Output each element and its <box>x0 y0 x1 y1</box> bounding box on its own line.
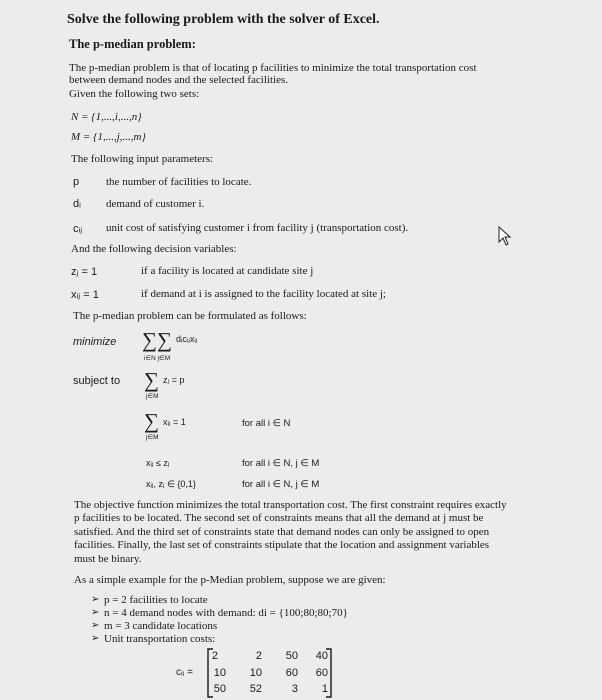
constraint-3: xᵢⱼ ≤ zⱼ <box>146 458 170 468</box>
constraint-2: xᵢⱼ = 1 <box>163 417 186 427</box>
bullet-arrow-icon: ➢ <box>91 633 100 644</box>
constraint-4-condition: for all i ∈ N, j ∈ M <box>242 479 320 490</box>
input-params-heading: The following input parameters: <box>71 153 214 165</box>
matrix-cell: 2 <box>211 650 218 662</box>
constraint-3-condition: for all i ∈ N, j ∈ M <box>242 458 320 469</box>
constraint-1: zⱼ = p <box>163 375 185 385</box>
matrix-cell: 60 <box>285 667 298 679</box>
matrix-cell: 50 <box>213 683 226 695</box>
matrix-cell: 52 <box>249 683 262 695</box>
formulation-heading: The p-median problem can be formulated as follows: <box>73 310 307 322</box>
matrix-cell: 60 <box>315 667 328 679</box>
decision-desc: if demand at i is assigned to the facility located at site j; <box>141 288 386 300</box>
matrix-cell: 10 <box>213 667 226 679</box>
bullet-arrow-icon: ➢ <box>91 607 100 618</box>
section-title: The p-median problem: <box>69 37 196 51</box>
matrix-label: cᵢⱼ = <box>176 667 193 678</box>
set-n: N = {1,...,i,...,n} <box>71 111 142 123</box>
bullet-arrow-icon: ➢ <box>91 620 100 631</box>
param-desc: demand of customer i. <box>106 198 205 210</box>
matrix-cell: 40 <box>315 650 328 662</box>
param-symbol: p <box>73 176 80 188</box>
param-desc: the number of facilities to locate. <box>106 176 252 188</box>
matrix-cell: 3 <box>291 683 298 695</box>
decision-symbol: xᵢⱼ = 1 <box>71 289 99 301</box>
example-bullet: Unit transportation costs: <box>104 633 216 645</box>
example-intro: As a simple example for the p-Median problem, suppose we are given: <box>74 574 386 586</box>
objective-index: i∈N j∈M <box>144 355 171 362</box>
sum-symbol: ∑ <box>144 368 159 392</box>
matrix-cell: 10 <box>249 667 262 679</box>
decision-heading: And the following decision variables: <box>71 243 237 255</box>
set-m: M = {1,...,j,...,m} <box>71 131 146 143</box>
explanation-line: facilities. Finally, the last set of constraints stipulate that the location and assignment variables <box>74 539 490 551</box>
bullet-arrow-icon: ➢ <box>91 594 100 605</box>
matrix-cell: 50 <box>285 650 298 662</box>
subject-to-label: subject to <box>73 375 121 387</box>
explanation-line: The objective function minimizes the total transportation cost. The first constraint requires exactly <box>74 499 507 511</box>
intro-line-2: between demand nodes and the selected facilities. <box>69 74 288 86</box>
intro-line-1: The p-median problem is that of locating p facilities to minimize the total transportation cost <box>69 62 477 74</box>
objective-expr: dᵢcᵢⱼxᵢⱼ <box>176 334 198 344</box>
decision-symbol: zⱼ = 1 <box>71 266 98 278</box>
param-symbol: dᵢ <box>73 198 81 210</box>
constraint-2-index: j∈M <box>146 434 159 441</box>
explanation-line: must be binary. <box>74 553 142 565</box>
matrix-cell: 1 <box>321 683 328 695</box>
decision-desc: if a facility is located at candidate site j <box>141 265 314 277</box>
sum-symbol: ∑∑ <box>142 328 172 352</box>
param-desc: unit cost of satisfying customer i from facility j (transportation cost). <box>106 222 409 234</box>
minimize-label: minimize <box>73 336 117 348</box>
example-bullet: n = 4 demand nodes with demand: di = {100;80;80;70} <box>104 607 348 619</box>
matrix-cell: 2 <box>255 650 262 662</box>
constraint-4: xᵢⱼ, zⱼ ∈ {0,1} <box>146 479 196 489</box>
example-bullet: m = 3 candidate locations <box>104 620 218 632</box>
mouse-cursor-icon <box>498 226 512 246</box>
sum-symbol: ∑ <box>144 409 159 433</box>
explanation-line: satisfied. And the third set of constraints state that demand nodes can only be assigned to open <box>74 526 490 538</box>
page-title: Solve the following problem with the solver of Excel. <box>67 12 380 27</box>
example-bullet: p = 2 facilities to locate <box>104 594 208 606</box>
constraint-2-condition: for all i ∈ N <box>242 418 291 429</box>
param-symbol: cᵢⱼ <box>73 223 83 235</box>
constraint-1-index: j∈M <box>146 393 159 400</box>
intro-line-3: Given the following two sets: <box>69 88 200 100</box>
explanation-line: p facilities to be located. The second set of constraints means that all the demand at j must be <box>74 512 484 524</box>
